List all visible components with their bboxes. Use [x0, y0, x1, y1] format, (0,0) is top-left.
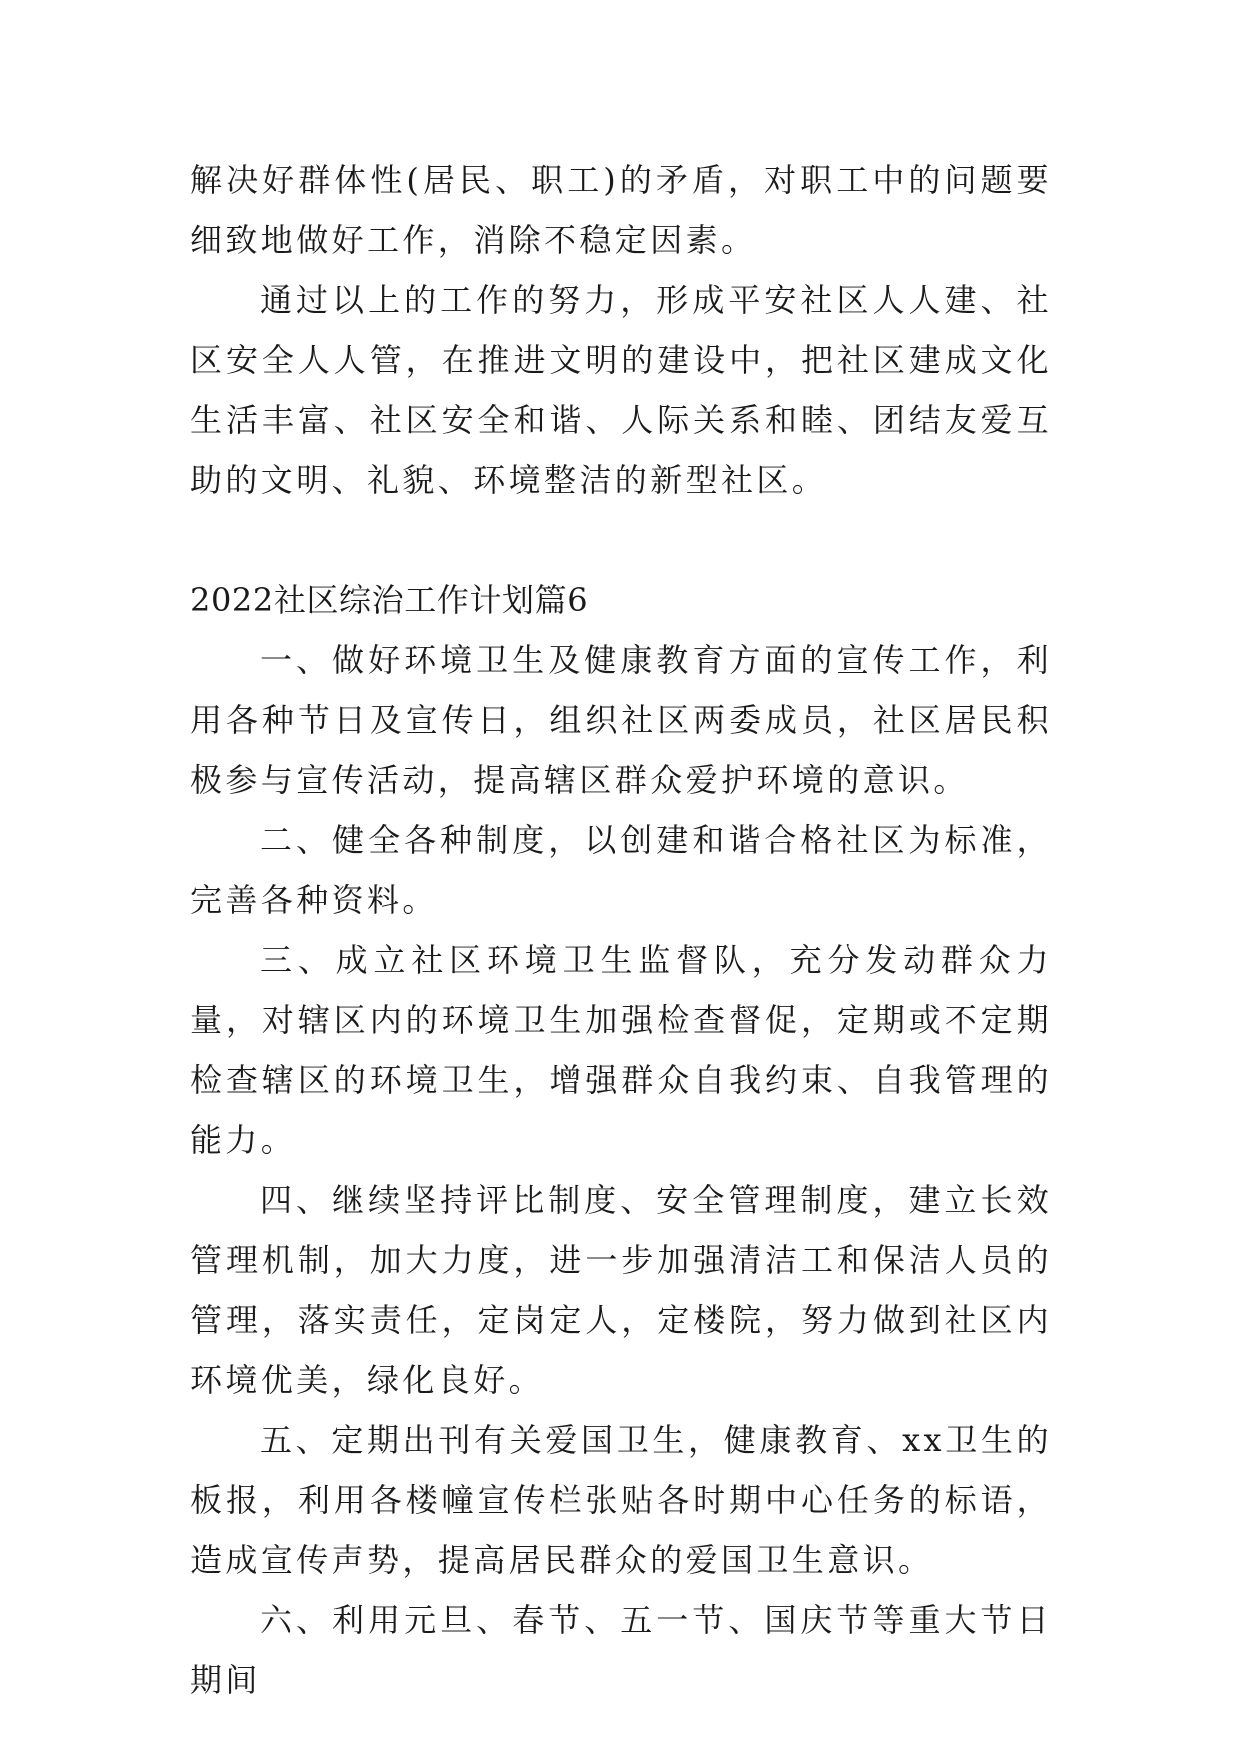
paragraph-item-6: 六、利用元旦、春节、五一节、国庆节等重大节日期间 — [190, 1601, 1052, 1699]
paragraph-item-2: 二、健全各种制度，以创建和谐合格社区为标准，完善各种资料。 — [190, 821, 1052, 919]
paragraph-item-4: 四、继续坚持评比制度、安全管理制度，建立长效管理机制，加大力度，进一步加强清洁工和保洁人员的管理，落实责任，定岗定人，定楼院，努力做到社区内环境优美，绿化良好。 — [190, 1181, 1052, 1399]
paragraph-continuation: 解决好群体性(居民、职工)的矛盾，对职工中的问题要细致地做好工作，消除不稳定因素。 — [190, 161, 1052, 259]
paragraph-item-3: 三、成立社区环境卫生监督队，充分发动群众力量，对辖区内的环境卫生加强检查督促，定期或不定期检查辖区的环境卫生，增强群众自我约束、自我管理的能力。 — [190, 941, 1052, 1159]
document-page — [190, 150, 1052, 1710]
paragraph-summary: 通过以上的工作的努力，形成平安社区人人建、社区安全人人管，在推进文明的建设中，把社区建成文化生活丰富、社区安全和谐、人际关系和睦、团结友爱互助的文明、礼貌、环境整洁的新型社区。 — [190, 281, 1052, 499]
paragraph-item-5: 五、定期出刊有关爱国卫生，健康教育、xx卫生的板报，利用各楼幢宣传栏张贴各时期中心任务的标语，造成宣传声势，提高居民群众的爱国卫生意识。 — [190, 1421, 1052, 1579]
paragraph-item-1: 一、做好环境卫生及健康教育方面的宣传工作，利用各种节日及宣传日，组织社区两委成员，社区居民积极参与宣传活动，提高辖区群众爱护环境的意识。 — [190, 641, 1052, 799]
section-title: 2022社区综治工作计划篇6 — [190, 581, 589, 619]
